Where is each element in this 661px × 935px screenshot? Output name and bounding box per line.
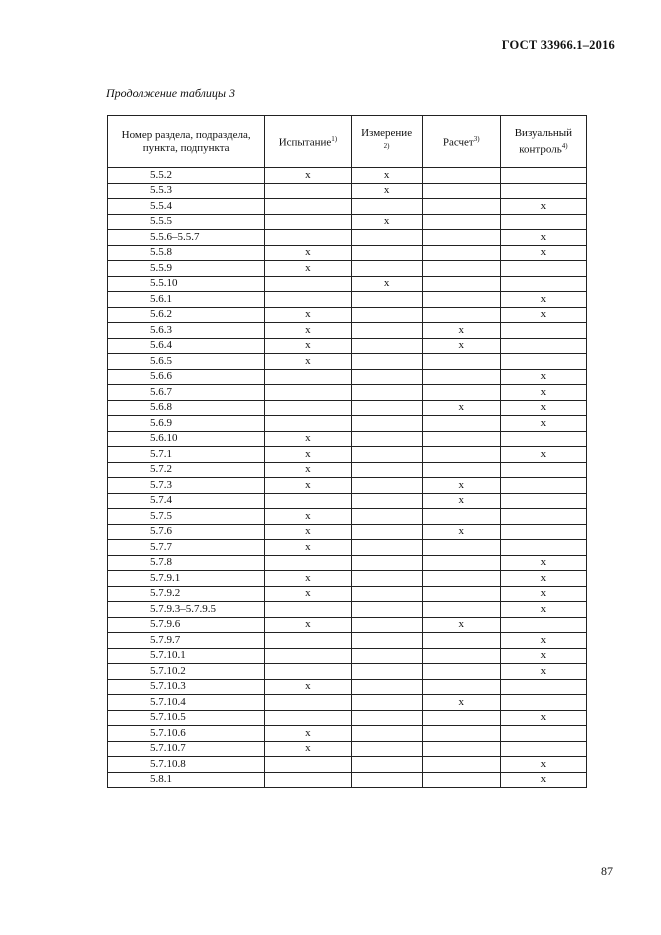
section-number-cell: 5.7.10.6: [108, 726, 265, 742]
measurement-cell: х: [351, 183, 422, 199]
calculation-cell: х: [422, 617, 500, 633]
visual-inspection-cell: х: [500, 307, 586, 323]
test-cell: х: [265, 261, 351, 277]
header-measurement: Измерение $^{2)}$: [351, 116, 422, 168]
section-number-cell: 5.6.3: [108, 323, 265, 339]
table-row: [108, 338, 587, 354]
measurement-cell: [351, 447, 422, 463]
test-cell: [265, 385, 351, 401]
visual-inspection-cell: [500, 478, 586, 494]
table-header-row: [108, 116, 587, 168]
section-number-cell: 5.7.1: [108, 447, 265, 463]
table-row: [108, 431, 587, 447]
test-cell: [265, 276, 351, 292]
test-cell: х: [265, 571, 351, 587]
table-row: [108, 602, 587, 618]
test-cell: х: [265, 540, 351, 556]
test-cell: х: [265, 586, 351, 602]
section-number-cell: 5.7.10.5: [108, 710, 265, 726]
table-row: [108, 230, 587, 246]
measurement-cell: [351, 292, 422, 308]
table-row: [108, 509, 587, 525]
header-visual-inspection: Визуальный контроль$^{4)}$: [500, 116, 586, 168]
measurement-cell: [351, 726, 422, 742]
table-row: [108, 462, 587, 478]
visual-inspection-cell: х: [500, 757, 586, 773]
measurement-cell: х: [351, 214, 422, 230]
section-number-cell: 5.7.3: [108, 478, 265, 494]
test-cell: [265, 648, 351, 664]
section-number-cell: 5.8.1: [108, 772, 265, 788]
test-cell: х: [265, 524, 351, 540]
measurement-cell: [351, 338, 422, 354]
measurement-cell: [351, 462, 422, 478]
measurement-cell: [351, 261, 422, 277]
table-row: [108, 447, 587, 463]
table-row: [108, 524, 587, 540]
test-cell: [265, 695, 351, 711]
calculation-cell: [422, 276, 500, 292]
section-number-cell: 5.6.10: [108, 431, 265, 447]
test-cell: [265, 400, 351, 416]
calculation-cell: [422, 199, 500, 215]
section-number-cell: 5.6.9: [108, 416, 265, 432]
visual-inspection-cell: [500, 168, 586, 184]
visual-inspection-cell: [500, 462, 586, 478]
section-number-cell: 5.5.6–5.5.7: [108, 230, 265, 246]
measurement-cell: [351, 540, 422, 556]
table-row: [108, 416, 587, 432]
test-cell: [265, 230, 351, 246]
test-cell: х: [265, 447, 351, 463]
table-caption: Продолжение таблицы 3: [106, 86, 236, 100]
test-cell: [265, 199, 351, 215]
calculation-cell: [422, 462, 500, 478]
section-number-cell: 5.5.8: [108, 245, 265, 261]
measurement-cell: [351, 571, 422, 587]
section-number-cell: 5.6.7: [108, 385, 265, 401]
calculation-cell: [422, 710, 500, 726]
document-code: ГОСТ 33966.1–2016: [501, 38, 615, 52]
calculation-cell: [422, 183, 500, 199]
section-number-cell: 5.6.8: [108, 400, 265, 416]
calculation-cell: [422, 586, 500, 602]
table-row: [108, 261, 587, 277]
measurement-cell: [351, 323, 422, 339]
calculation-cell: [422, 540, 500, 556]
table-row: [108, 292, 587, 308]
measurement-cell: [351, 710, 422, 726]
measurement-cell: [351, 664, 422, 680]
visual-inspection-cell: х: [500, 602, 586, 618]
section-number-cell: 5.7.10.2: [108, 664, 265, 680]
calculation-cell: [422, 555, 500, 571]
visual-inspection-cell: х: [500, 369, 586, 385]
section-number-cell: 5.7.10.1: [108, 648, 265, 664]
measurement-cell: [351, 679, 422, 695]
table-row: [108, 648, 587, 664]
visual-inspection-cell: [500, 695, 586, 711]
measurement-cell: [351, 524, 422, 540]
calculation-cell: [422, 292, 500, 308]
section-number-cell: 5.7.10.8: [108, 757, 265, 773]
calculation-cell: [422, 664, 500, 680]
calculation-cell: [422, 369, 500, 385]
table-row: [108, 478, 587, 494]
test-cell: х: [265, 741, 351, 757]
test-cell: х: [265, 323, 351, 339]
visual-inspection-cell: х: [500, 633, 586, 649]
table-row: [108, 323, 587, 339]
calculation-cell: [422, 245, 500, 261]
visual-inspection-cell: [500, 261, 586, 277]
table-row: [108, 183, 587, 199]
table-row: [108, 586, 587, 602]
test-cell: х: [265, 462, 351, 478]
table-row: [108, 540, 587, 556]
section-number-cell: 5.6.4: [108, 338, 265, 354]
table-row: [108, 214, 587, 230]
measurement-cell: [351, 354, 422, 370]
section-number-cell: 5.7.9.7: [108, 633, 265, 649]
visual-inspection-cell: [500, 493, 586, 509]
section-number-cell: 5.5.2: [108, 168, 265, 184]
measurement-cell: [351, 648, 422, 664]
section-number-cell: 5.7.9.3–5.7.9.5: [108, 602, 265, 618]
table-row: [108, 726, 587, 742]
table-row: [108, 385, 587, 401]
calculation-cell: [422, 385, 500, 401]
calculation-cell: [422, 416, 500, 432]
table-row: [108, 679, 587, 695]
calculation-cell: [422, 741, 500, 757]
measurement-cell: [351, 555, 422, 571]
visual-inspection-cell: х: [500, 555, 586, 571]
test-cell: х: [265, 726, 351, 742]
calculation-cell: [422, 509, 500, 525]
measurement-cell: [351, 199, 422, 215]
header-section-number: Номер раздела, подраздела, пункта, подпункта: [108, 116, 265, 168]
calculation-cell: [422, 633, 500, 649]
visual-inspection-cell: [500, 741, 586, 757]
test-cell: х: [265, 338, 351, 354]
table-row: [108, 354, 587, 370]
visual-inspection-cell: х: [500, 230, 586, 246]
visual-inspection-cell: х: [500, 664, 586, 680]
measurement-cell: [351, 757, 422, 773]
visual-inspection-cell: [500, 726, 586, 742]
calculation-cell: [422, 726, 500, 742]
table-row: [108, 695, 587, 711]
measurement-cell: [351, 633, 422, 649]
visual-inspection-cell: [500, 323, 586, 339]
test-cell: х: [265, 509, 351, 525]
table-row: [108, 369, 587, 385]
test-cell: [265, 633, 351, 649]
measurement-cell: [351, 245, 422, 261]
visual-inspection-cell: [500, 338, 586, 354]
test-cell: х: [265, 307, 351, 323]
test-cell: [265, 757, 351, 773]
table-row: [108, 617, 587, 633]
test-cell: [265, 292, 351, 308]
visual-inspection-cell: х: [500, 416, 586, 432]
measurement-cell: [351, 602, 422, 618]
section-number-cell: 5.7.9.1: [108, 571, 265, 587]
visual-inspection-cell: [500, 276, 586, 292]
test-cell: х: [265, 478, 351, 494]
visual-inspection-cell: х: [500, 710, 586, 726]
section-number-cell: 5.6.6: [108, 369, 265, 385]
header-calculation: Расчет$^{3)}$: [422, 116, 500, 168]
visual-inspection-cell: [500, 540, 586, 556]
calculation-cell: х: [422, 478, 500, 494]
page-number: 87: [601, 864, 613, 878]
visual-inspection-cell: [500, 617, 586, 633]
visual-inspection-cell: [500, 524, 586, 540]
section-number-cell: 5.7.2: [108, 462, 265, 478]
section-number-cell: 5.7.9.2: [108, 586, 265, 602]
table-row: [108, 199, 587, 215]
section-number-cell: 5.5.5: [108, 214, 265, 230]
table-row: [108, 307, 587, 323]
section-number-cell: 5.5.3: [108, 183, 265, 199]
table-row: [108, 710, 587, 726]
section-number-cell: 5.7.10.4: [108, 695, 265, 711]
section-number-cell: 5.7.10.3: [108, 679, 265, 695]
visual-inspection-cell: х: [500, 292, 586, 308]
test-cell: х: [265, 679, 351, 695]
requirements-table-container: [107, 115, 587, 788]
table-row: [108, 276, 587, 292]
calculation-cell: [422, 307, 500, 323]
table-row: [108, 772, 587, 788]
calculation-cell: [422, 168, 500, 184]
measurement-cell: [351, 230, 422, 246]
visual-inspection-cell: х: [500, 447, 586, 463]
measurement-cell: [351, 400, 422, 416]
table-row: [108, 168, 587, 184]
measurement-cell: [351, 478, 422, 494]
visual-inspection-cell: х: [500, 400, 586, 416]
table-row: [108, 400, 587, 416]
measurement-cell: [351, 385, 422, 401]
section-number-cell: 5.7.9.6: [108, 617, 265, 633]
section-number-cell: 5.6.1: [108, 292, 265, 308]
measurement-cell: [351, 509, 422, 525]
calculation-cell: [422, 679, 500, 695]
calculation-cell: [422, 431, 500, 447]
table-row: [108, 741, 587, 757]
calculation-cell: х: [422, 493, 500, 509]
header-test: Испытание$^{1)}$: [265, 116, 351, 168]
visual-inspection-cell: [500, 509, 586, 525]
section-number-cell: 5.7.5: [108, 509, 265, 525]
section-number-cell: 5.7.8: [108, 555, 265, 571]
visual-inspection-cell: х: [500, 245, 586, 261]
visual-inspection-cell: [500, 354, 586, 370]
section-number-cell: 5.7.10.7: [108, 741, 265, 757]
table-row: [108, 571, 587, 587]
measurement-cell: [351, 586, 422, 602]
visual-inspection-cell: х: [500, 199, 586, 215]
section-number-cell: 5.6.5: [108, 354, 265, 370]
section-number-cell: 5.7.6: [108, 524, 265, 540]
calculation-cell: [422, 757, 500, 773]
section-number-cell: 5.5.4: [108, 199, 265, 215]
visual-inspection-cell: х: [500, 586, 586, 602]
visual-inspection-cell: [500, 214, 586, 230]
table-row: [108, 245, 587, 261]
test-cell: [265, 369, 351, 385]
calculation-cell: х: [422, 524, 500, 540]
table-row: [108, 633, 587, 649]
visual-inspection-cell: [500, 431, 586, 447]
measurement-cell: [351, 416, 422, 432]
test-cell: [265, 602, 351, 618]
calculation-cell: [422, 230, 500, 246]
calculation-cell: [422, 447, 500, 463]
table-row: [108, 757, 587, 773]
measurement-cell: [351, 493, 422, 509]
calculation-cell: [422, 354, 500, 370]
table-row: [108, 664, 587, 680]
requirements-table: [107, 115, 587, 788]
calculation-cell: [422, 261, 500, 277]
table-row: [108, 493, 587, 509]
visual-inspection-cell: х: [500, 571, 586, 587]
test-cell: [265, 664, 351, 680]
test-cell: х: [265, 245, 351, 261]
section-number-cell: 5.5.9: [108, 261, 265, 277]
test-cell: [265, 183, 351, 199]
measurement-cell: [351, 431, 422, 447]
section-number-cell: 5.7.7: [108, 540, 265, 556]
measurement-cell: х: [351, 276, 422, 292]
measurement-cell: [351, 369, 422, 385]
test-cell: х: [265, 354, 351, 370]
calculation-cell: [422, 772, 500, 788]
test-cell: х: [265, 168, 351, 184]
calculation-cell: [422, 571, 500, 587]
visual-inspection-cell: х: [500, 772, 586, 788]
calculation-cell: х: [422, 338, 500, 354]
calculation-cell: [422, 214, 500, 230]
test-cell: х: [265, 431, 351, 447]
measurement-cell: [351, 617, 422, 633]
table-body: [108, 168, 587, 788]
visual-inspection-cell: х: [500, 648, 586, 664]
section-number-cell: 5.6.2: [108, 307, 265, 323]
section-number-cell: 5.5.10: [108, 276, 265, 292]
calculation-cell: [422, 602, 500, 618]
measurement-cell: [351, 695, 422, 711]
test-cell: [265, 214, 351, 230]
test-cell: [265, 493, 351, 509]
calculation-cell: х: [422, 400, 500, 416]
calculation-cell: [422, 648, 500, 664]
calculation-cell: х: [422, 695, 500, 711]
test-cell: [265, 772, 351, 788]
measurement-cell: [351, 307, 422, 323]
calculation-cell: х: [422, 323, 500, 339]
visual-inspection-cell: [500, 679, 586, 695]
measurement-cell: [351, 772, 422, 788]
test-cell: [265, 555, 351, 571]
test-cell: х: [265, 617, 351, 633]
measurement-cell: х: [351, 168, 422, 184]
section-number-cell: 5.7.4: [108, 493, 265, 509]
visual-inspection-cell: [500, 183, 586, 199]
test-cell: [265, 710, 351, 726]
test-cell: [265, 416, 351, 432]
measurement-cell: [351, 741, 422, 757]
table-row: [108, 555, 587, 571]
visual-inspection-cell: х: [500, 385, 586, 401]
